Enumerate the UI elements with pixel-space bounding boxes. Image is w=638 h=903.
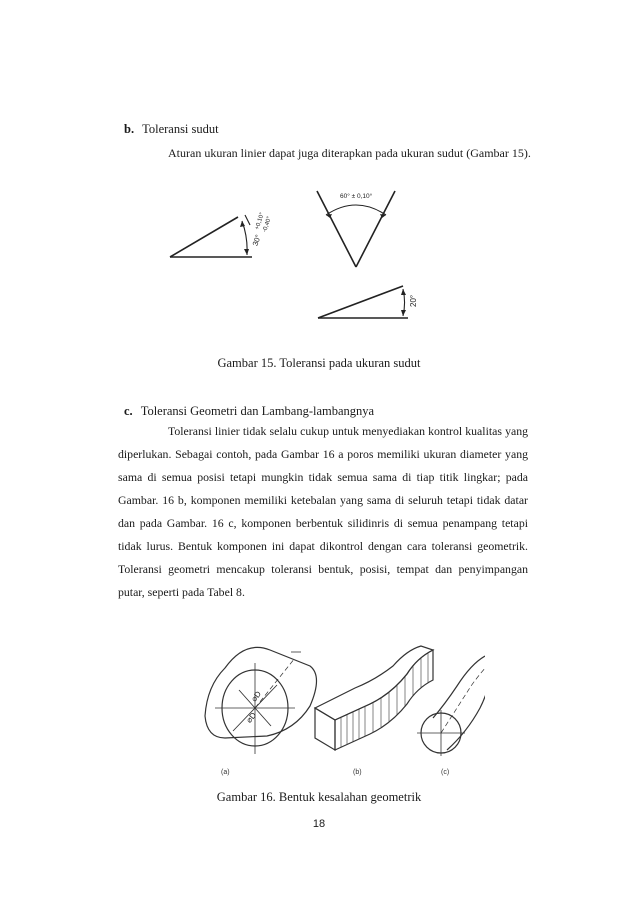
fig15-left-arrow-top (240, 221, 245, 227)
fig16a-dia-label-2: ⌀D (249, 689, 264, 704)
fig15-dim-left-upper: +0,10° (254, 211, 266, 231)
fig16a-dia-label-1: ⌀D (244, 710, 259, 725)
section-c-title: Toleransi Geometri dan Lambang-lambangnya (140, 404, 375, 418)
fig15-v-left-line (317, 191, 356, 267)
fig15-dim-right: 20° (409, 294, 418, 307)
fig16c-outline-bottom (447, 680, 485, 750)
fig16a-cylinder (205, 647, 317, 738)
fig16a-dia-label-1-group (244, 711, 258, 725)
section-b-title: Toleransi sudut (142, 122, 219, 136)
fig16-sub-c: (c) (441, 769, 450, 776)
fig16b-side-face (335, 650, 433, 750)
fig16c-outline-top (433, 656, 485, 718)
section-b-paragraph: Aturan ukuran linier dapat juga diterapkan pada ukuran sudut (Gambar 15). (168, 146, 531, 160)
fig15-dim-left-lower: -0,40° (262, 215, 273, 234)
figure-16-drawing (195, 628, 485, 778)
section-c-paragraph-text: Toleransi linier tidak selalu cukup untuk menyediakan kontrol kualitas yang diperlukan. Sebagai contoh, pada Gambar 16 a poros memiliki ukuran diameter yang sama di semua posisi tetapi mungkin tidak semua sama di tiap titik lingkar; pada Gambar. 16 b, komponen memiliki ketebalan yang sama di seluruh tetapi tidak datar dan pada Gambar. 16 c, komponen berbentuk silidinris di semua penampang tetapi tidak lurus. Bentuk komponen ini dapat dikontrol dengan cara toleransi geometrik. Toleransi geometri mencakup toleransi bentuk, posisi, tempat dan penyimpangan putar, seperti pada Tabel 8. (118, 424, 528, 599)
fig16b-front-face (315, 708, 335, 750)
section-b-label: b. (124, 122, 135, 136)
section-c-heading (124, 404, 374, 419)
fig15-left-dimension (250, 211, 274, 248)
fig15-v-arc (326, 205, 386, 215)
fig15-bottom-slant-line (318, 286, 403, 318)
section-b-heading (124, 122, 219, 137)
fig15-left-slant-line (170, 217, 238, 257)
figure-15-caption: Gambar 15. Toleransi pada ukuran sudut (217, 356, 421, 370)
page-number: 18 (312, 818, 326, 830)
fig16a-axis (255, 658, 295, 708)
fig16-sub-a: (a) (221, 769, 230, 776)
fig16b-hatching (341, 653, 428, 747)
fig15-dim-left-main: 30° (250, 233, 263, 248)
fig16-sub-b: (b) (353, 769, 362, 776)
section-c-label: c. (124, 404, 133, 418)
fig15-left-extension (245, 215, 250, 225)
fig15-dim-top: 60° ± 0,10° (340, 193, 373, 200)
figure-16-caption: Gambar 16. Bentuk kesalahan geometrik (216, 790, 422, 804)
figure-15-drawing (160, 185, 430, 325)
section-c-paragraph (118, 420, 528, 604)
fig15-v-right-line (356, 191, 395, 267)
fig16b-top-face (315, 646, 433, 720)
